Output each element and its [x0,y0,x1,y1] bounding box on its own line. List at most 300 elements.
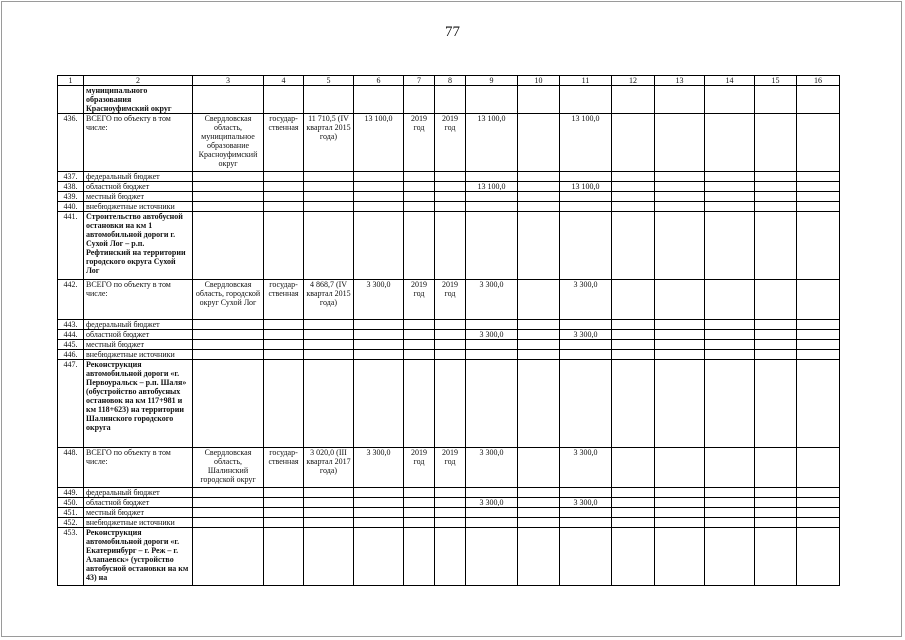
table-row [58,518,840,528]
cell-c16 [797,448,840,488]
cell-c5 [304,488,354,498]
cell-c5 [304,182,354,192]
cell-c11 [560,488,612,498]
header-col-4: 4 [264,76,304,86]
cell-c9 [466,518,518,528]
table-row [58,488,840,498]
cell-c8 [435,488,466,498]
cell-c11 [560,172,612,182]
cell-c9 [466,172,518,182]
cell-c4: государ-ственная [264,114,304,172]
cell-c15 [755,192,797,202]
cell-c14 [705,350,755,360]
cell-c6 [354,86,404,114]
cell-c11 [560,320,612,330]
cell-c16 [797,212,840,280]
cell-c14 [705,518,755,528]
cell-c10 [518,202,560,212]
row-name: внебюджетные источники [84,350,193,360]
row-number: 441. [58,212,84,280]
cell-c16 [797,330,840,340]
cell-c5 [304,86,354,114]
table-row [58,172,840,182]
header-col-11: 11 [560,76,612,86]
cell-c6 [354,528,404,586]
cell-c6: 3 300,0 [354,280,404,320]
cell-c3 [193,330,264,340]
cell-c5: 11 710,5 (IV квартал 2015 года) [304,114,354,172]
cell-c6 [354,518,404,528]
row-number [58,86,84,114]
header-col-15: 15 [755,76,797,86]
row-name: областной бюджет [84,330,193,340]
cell-c4 [264,86,304,114]
cell-c9 [466,488,518,498]
cell-c11 [560,528,612,586]
cell-c6 [354,172,404,182]
cell-c8: 2019 год [435,280,466,320]
cell-c11: 3 300,0 [560,498,612,508]
cell-c15 [755,340,797,350]
cell-c12 [612,114,655,172]
cell-c6 [354,350,404,360]
cell-c3: Свердловская область, муниципальное образование Красноуфимский округ [193,114,264,172]
cell-c14 [705,86,755,114]
table-row [58,508,840,518]
cell-c3 [193,202,264,212]
cell-c13 [655,172,705,182]
row-number: 445. [58,340,84,350]
cell-c5 [304,360,354,448]
cell-c14 [705,448,755,488]
cell-c8: 2019 год [435,114,466,172]
cell-c15 [755,448,797,488]
cell-c3 [193,488,264,498]
row-name: Реконструкция автомобильной дороги «г. Екатеринбург – г. Реж – г. Алапаевск» (устройство автобусной остановки на км 43) на [84,528,193,586]
row-name: местный бюджет [84,340,193,350]
cell-c6 [354,192,404,202]
row-name: областной бюджет [84,182,193,192]
cell-c11 [560,350,612,360]
cell-c4: государ-ственная [264,448,304,488]
cell-c13 [655,114,705,172]
cell-c15 [755,360,797,448]
row-name: местный бюджет [84,192,193,202]
cell-c15 [755,212,797,280]
cell-c16 [797,182,840,192]
column-number-row [58,76,840,86]
row-number: 444. [58,330,84,340]
cell-c12 [612,202,655,212]
cell-c14 [705,212,755,280]
cell-c7 [404,508,435,518]
cell-c7 [404,172,435,182]
cell-c7 [404,488,435,498]
cell-c11 [560,518,612,528]
cell-c7 [404,498,435,508]
cell-c3 [193,508,264,518]
cell-c10 [518,86,560,114]
cell-c9 [466,360,518,448]
header-col-13: 13 [655,76,705,86]
header-col-3: 3 [193,76,264,86]
cell-c6 [354,340,404,350]
cell-c5 [304,528,354,586]
cell-c6 [354,320,404,330]
cell-c7 [404,340,435,350]
cell-c10 [518,498,560,508]
cell-c14 [705,360,755,448]
cell-c13 [655,280,705,320]
cell-c16 [797,320,840,330]
row-name: федеральный бюджет [84,320,193,330]
cell-c4 [264,202,304,212]
row-number: 450. [58,498,84,508]
cell-c9: 3 300,0 [466,330,518,340]
cell-c11: 3 300,0 [560,280,612,320]
table-row [58,192,840,202]
cell-c13 [655,330,705,340]
cell-c16 [797,86,840,114]
cell-c13 [655,212,705,280]
cell-c13 [655,192,705,202]
cell-c3 [193,360,264,448]
cell-c13 [655,360,705,448]
cell-c16 [797,518,840,528]
cell-c14 [705,114,755,172]
table-row [58,448,840,488]
cell-c14 [705,202,755,212]
cell-c9 [466,86,518,114]
cell-c10 [518,448,560,488]
cell-c10 [518,340,560,350]
header-col-6: 6 [354,76,404,86]
row-number: 442. [58,280,84,320]
table-row [58,320,840,330]
table-row [58,528,840,586]
cell-c12 [612,212,655,280]
cell-c14 [705,340,755,350]
cell-c4 [264,350,304,360]
cell-c12 [612,280,655,320]
cell-c16 [797,192,840,202]
cell-c13 [655,86,705,114]
cell-c10 [518,488,560,498]
row-number: 453. [58,528,84,586]
header-col-10: 10 [518,76,560,86]
cell-c16 [797,172,840,182]
cell-c9: 13 100,0 [466,114,518,172]
cell-c7: 2019 год [404,114,435,172]
cell-c11 [560,360,612,448]
cell-c9 [466,320,518,330]
cell-c3 [193,518,264,528]
cell-c8 [435,498,466,508]
cell-c9: 3 300,0 [466,280,518,320]
cell-c12 [612,448,655,488]
cell-c6: 3 300,0 [354,448,404,488]
row-name: ВСЕГО по объекту в том числе: [84,448,193,488]
header-col-12: 12 [612,76,655,86]
cell-c4 [264,330,304,340]
page-number: 77 [445,24,460,40]
cell-c5 [304,212,354,280]
cell-c6 [354,508,404,518]
cell-c10 [518,360,560,448]
header-col-5: 5 [304,76,354,86]
cell-c6 [354,360,404,448]
cell-c8 [435,192,466,202]
cell-c12 [612,488,655,498]
cell-c11 [560,212,612,280]
cell-c15 [755,86,797,114]
cell-c4 [264,192,304,202]
cell-c15 [755,528,797,586]
cell-c10 [518,508,560,518]
row-name: федеральный бюджет [84,488,193,498]
cell-c8 [435,320,466,330]
cell-c9 [466,350,518,360]
cell-c13 [655,320,705,330]
cell-c16 [797,528,840,586]
table-row [58,212,840,280]
cell-c10 [518,114,560,172]
cell-c8 [435,350,466,360]
cell-c12 [612,518,655,528]
cell-c12 [612,528,655,586]
cell-c6 [354,330,404,340]
row-name: Реконструкция автомобильной дороги «г. Первоуральск – р.п. Шаля» (обустройство автобусных остановок на км 117+981 и км 118+623) на территории Шалинского городского округа [84,360,193,448]
cell-c10 [518,320,560,330]
cell-c10 [518,350,560,360]
row-name: внебюджетные источники [84,518,193,528]
cell-c3: Свердловская область, Шалинский городской округ [193,448,264,488]
cell-c5 [304,508,354,518]
cell-c7 [404,320,435,330]
cell-c5 [304,498,354,508]
cell-c13 [655,528,705,586]
budget-table [57,75,840,586]
cell-c7 [404,350,435,360]
cell-c6: 13 100,0 [354,114,404,172]
table-row [58,360,840,448]
cell-c6 [354,212,404,280]
cell-c14 [705,508,755,518]
cell-c4 [264,508,304,518]
row-number: 440. [58,202,84,212]
cell-c15 [755,508,797,518]
cell-c16 [797,498,840,508]
cell-c7 [404,518,435,528]
cell-c11 [560,86,612,114]
cell-c8 [435,360,466,448]
cell-c9: 3 300,0 [466,498,518,508]
cell-c4 [264,518,304,528]
cell-c16 [797,202,840,212]
cell-c11: 3 300,0 [560,330,612,340]
cell-c11: 13 100,0 [560,114,612,172]
cell-c8 [435,182,466,192]
cell-c9 [466,202,518,212]
header-col-2: 2 [84,76,193,86]
cell-c7 [404,192,435,202]
cell-c4 [264,360,304,448]
cell-c16 [797,350,840,360]
cell-c11 [560,202,612,212]
cell-c12 [612,360,655,448]
row-number: 451. [58,508,84,518]
cell-c6 [354,488,404,498]
cell-c4 [264,172,304,182]
cell-c16 [797,280,840,320]
cell-c10 [518,518,560,528]
row-number: 437. [58,172,84,182]
cell-c9 [466,212,518,280]
cell-c13 [655,340,705,350]
row-number: 448. [58,448,84,488]
cell-c10 [518,192,560,202]
cell-c3 [193,340,264,350]
cell-c8 [435,330,466,340]
cell-c16 [797,508,840,518]
cell-c12 [612,172,655,182]
cell-c8 [435,528,466,586]
cell-c8 [435,508,466,518]
cell-c15 [755,518,797,528]
cell-c10 [518,172,560,182]
cell-c4 [264,182,304,192]
cell-c3 [193,498,264,508]
cell-c7 [404,182,435,192]
row-name: федеральный бюджет [84,172,193,182]
cell-c5 [304,330,354,340]
cell-c5: 4 868,7 (IV квартал 2015 года) [304,280,354,320]
cell-c12 [612,508,655,518]
cell-c14 [705,280,755,320]
cell-c9: 3 300,0 [466,448,518,488]
cell-c7 [404,330,435,340]
cell-c14 [705,192,755,202]
cell-c4 [264,340,304,350]
cell-c15 [755,172,797,182]
cell-c3 [193,86,264,114]
cell-c12 [612,192,655,202]
cell-c5 [304,320,354,330]
cell-c14 [705,320,755,330]
cell-c15 [755,498,797,508]
cell-c13 [655,448,705,488]
cell-c15 [755,280,797,320]
row-number: 436. [58,114,84,172]
cell-c5 [304,518,354,528]
cell-c14 [705,330,755,340]
cell-c5 [304,192,354,202]
header-col-7: 7 [404,76,435,86]
cell-c12 [612,350,655,360]
cell-c3 [193,192,264,202]
cell-c12 [612,320,655,330]
cell-c16 [797,488,840,498]
table-row [58,340,840,350]
cell-c6 [354,498,404,508]
cell-c9 [466,508,518,518]
header-col-8: 8 [435,76,466,86]
cell-c15 [755,114,797,172]
cell-c12 [612,330,655,340]
cell-c13 [655,350,705,360]
row-number: 447. [58,360,84,448]
cell-c9 [466,340,518,350]
row-name: местный бюджет [84,508,193,518]
cell-c16 [797,340,840,350]
header-col-14: 14 [705,76,755,86]
cell-c14 [705,488,755,498]
cell-c5 [304,172,354,182]
cell-c12 [612,86,655,114]
cell-c7: 2019 год [404,280,435,320]
cell-c7 [404,202,435,212]
cell-c13 [655,508,705,518]
cell-c13 [655,182,705,192]
cell-c3 [193,182,264,192]
cell-c3 [193,172,264,182]
table-row [58,202,840,212]
cell-c9 [466,192,518,202]
row-number: 452. [58,518,84,528]
table-row [58,498,840,508]
cell-c16 [797,360,840,448]
cell-c9 [466,528,518,586]
cell-c10 [518,182,560,192]
cell-c11 [560,340,612,350]
cell-c14 [705,498,755,508]
cell-c4: государ-ственная [264,280,304,320]
cell-c8 [435,172,466,182]
table-row [58,350,840,360]
cell-c10 [518,280,560,320]
cell-c3 [193,320,264,330]
cell-c11 [560,508,612,518]
cell-c13 [655,202,705,212]
cell-c7 [404,528,435,586]
cell-c15 [755,202,797,212]
cell-c14 [705,528,755,586]
row-name: ВСЕГО по объекту в том числе: [84,114,193,172]
cell-c4 [264,528,304,586]
cell-c15 [755,182,797,192]
table-row [58,182,840,192]
cell-c14 [705,172,755,182]
cell-c14 [705,182,755,192]
cell-c7: 2019 год [404,448,435,488]
cell-c13 [655,498,705,508]
cell-c3 [193,212,264,280]
cell-c6 [354,202,404,212]
row-name: Строительство автобусной остановки на км 1 автомобильной дороги г. Сухой Лог – р.п. Рефтинский на территории городского округа Сухой Лог [84,212,193,280]
row-name: областной бюджет [84,498,193,508]
cell-c11: 13 100,0 [560,182,612,192]
row-number: 439. [58,192,84,202]
cell-c4 [264,488,304,498]
row-number: 446. [58,350,84,360]
row-name: ВСЕГО по объекту в том числе: [84,280,193,320]
header-col-16: 16 [797,76,840,86]
cell-c8 [435,86,466,114]
cell-c13 [655,488,705,498]
table-row [58,114,840,172]
table-row [58,330,840,340]
cell-c5 [304,350,354,360]
